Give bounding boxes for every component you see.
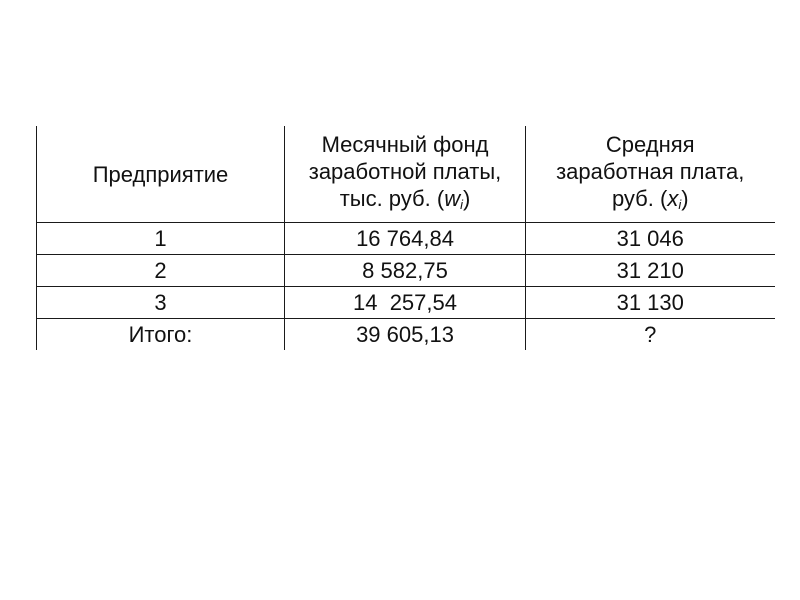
cell-salary: 31 210	[526, 255, 775, 287]
header-fund-line2: заработной платы,	[308, 158, 502, 184]
total-fund: 39 605,13	[285, 319, 526, 351]
header-salary-line1: Средняя	[605, 131, 695, 157]
header-fund	[285, 126, 526, 223]
header-fund-var: w	[444, 185, 461, 211]
cell-fund: 16 764,84	[285, 223, 526, 255]
header-fund-close: )	[462, 185, 471, 211]
header-salary	[526, 126, 775, 223]
header-salary-unit: руб. (	[611, 185, 668, 211]
cell-salary: 31 046	[526, 223, 775, 255]
header-fund-line3	[289, 185, 521, 218]
header-salary-var: x	[667, 185, 679, 211]
header-salary-line2: заработная плата,	[556, 158, 745, 184]
total-salary: ?	[526, 319, 775, 351]
cell-enterprise: 1	[37, 223, 285, 255]
header-salary-sub: i	[678, 196, 682, 212]
cell-enterprise: 2	[37, 255, 285, 287]
header-fund-unit: тыс. руб. (	[339, 185, 445, 211]
cell-fund: 14 257,54	[285, 287, 526, 319]
header-salary-close: )	[681, 185, 689, 211]
cell-salary: 31 130	[526, 287, 775, 319]
header-fund-line1: Месячный фонд	[321, 131, 489, 157]
table-row	[37, 287, 775, 319]
table-row	[37, 255, 775, 287]
header-enterprise-label: Предприятие	[92, 161, 229, 187]
total-label: Итого:	[37, 319, 285, 351]
header-salary-line3	[530, 185, 771, 218]
salary-table	[36, 126, 775, 350]
header-enterprise	[37, 126, 285, 223]
table-total-row	[37, 319, 775, 351]
table-row	[37, 223, 775, 255]
header-fund-sub: i	[460, 196, 463, 212]
cell-enterprise: 3	[37, 287, 285, 319]
cell-fund: 8 582,75	[285, 255, 526, 287]
table-header-row	[37, 126, 775, 223]
